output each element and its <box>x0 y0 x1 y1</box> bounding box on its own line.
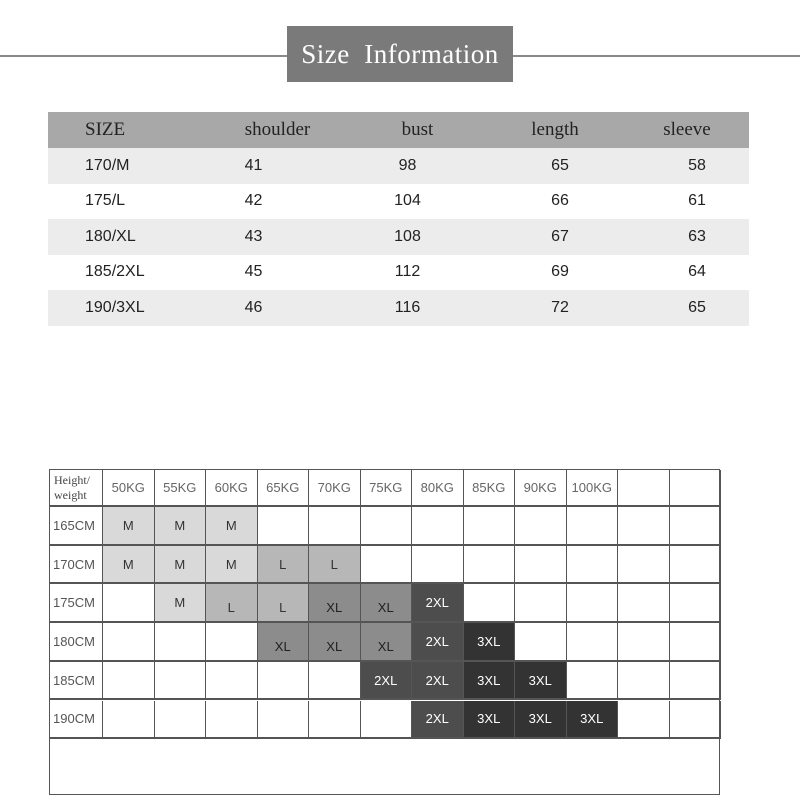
empty-cell <box>670 701 722 740</box>
empty-cell <box>515 507 567 546</box>
empty-cell <box>103 662 155 701</box>
size-cell-label: 3XL <box>477 633 501 649</box>
cell-bust: 98 <box>398 156 417 174</box>
size-cell-l <box>309 546 361 585</box>
size-cell-label: 2XL <box>374 672 398 688</box>
empty-cell <box>155 701 207 740</box>
empty-cell <box>515 546 567 585</box>
cell-size: 170/M <box>85 156 130 174</box>
size-cell-label: M <box>225 556 237 572</box>
size-cell-2xl <box>361 662 413 701</box>
header-shoulder: shoulder <box>244 119 311 140</box>
grid-corner-label <box>50 470 103 507</box>
weight-header-65kg: 65KG <box>258 470 310 507</box>
empty-cell <box>567 546 619 585</box>
page-title: Size Information <box>287 26 513 82</box>
table-row <box>48 184 749 220</box>
corner-label-line: weight <box>54 487 87 502</box>
header-size: SIZE <box>85 119 126 140</box>
empty-cell <box>258 662 310 701</box>
empty-cell <box>567 507 619 546</box>
height-label-185cm: 185CM <box>50 662 103 701</box>
size-cell-label: XL <box>326 638 343 654</box>
empty-cell <box>103 701 155 740</box>
empty-cell <box>464 507 516 546</box>
height-label-170cm: 170CM <box>50 546 103 585</box>
cell-length: 65 <box>551 156 569 174</box>
size-cell-xl <box>258 623 310 662</box>
size-cell-xl <box>309 584 361 623</box>
size-cell-3xl <box>464 701 516 740</box>
empty-cell <box>155 623 207 662</box>
size-cell-m <box>155 584 207 623</box>
size-cell-label: M <box>174 556 186 572</box>
empty-cell <box>464 546 516 585</box>
empty-cell <box>361 546 413 585</box>
empty-cell <box>206 623 258 662</box>
size-cell-l <box>258 584 310 623</box>
cell-bust: 112 <box>394 263 421 281</box>
size-cell-label: 2XL <box>425 711 449 727</box>
size-cell-m <box>155 507 207 546</box>
weight-header-60kg: 60KG <box>206 470 258 507</box>
cell-shoulder: 42 <box>244 192 263 210</box>
size-cell-label: M <box>225 517 237 533</box>
cell-sleeve: 65 <box>688 298 706 316</box>
size-table <box>48 112 749 326</box>
size-cell-label: XL <box>326 600 343 616</box>
size-cell-label: XL <box>274 638 291 654</box>
header-bust: bust <box>401 119 434 140</box>
cell-length: 67 <box>551 227 569 245</box>
empty-cell <box>670 662 722 701</box>
size-cell-label: M <box>174 595 186 611</box>
empty-cell <box>258 507 310 546</box>
size-cell-label: 2XL <box>425 672 449 688</box>
size-cell-m <box>206 546 258 585</box>
cell-sleeve: 64 <box>688 263 706 281</box>
size-cell-xl <box>361 584 413 623</box>
empty-cell <box>103 623 155 662</box>
size-cell-m <box>206 507 258 546</box>
weight-header-90kg: 90KG <box>515 470 567 507</box>
size-cell-label: 2XL <box>425 595 449 611</box>
cell-bust: 108 <box>394 227 421 245</box>
size-cell-label: M <box>122 556 134 572</box>
size-cell-label: L <box>279 556 287 572</box>
weight-header-75kg: 75KG <box>361 470 413 507</box>
size-cell-label: 3XL <box>528 711 552 727</box>
size-cell-l <box>258 546 310 585</box>
grid-row-170cm <box>50 546 721 585</box>
size-cell-label: 2XL <box>425 633 449 649</box>
weight-header-100kg: 100KG <box>567 470 619 507</box>
size-cell-3xl <box>567 701 619 740</box>
size-cell-label: M <box>174 517 186 533</box>
size-cell-m <box>103 546 155 585</box>
grid-row-185cm <box>50 662 721 701</box>
weight-header-70kg: 70KG <box>309 470 361 507</box>
empty-cell <box>206 701 258 740</box>
empty-cell <box>258 701 310 740</box>
size-cell-xl <box>361 623 413 662</box>
cell-size: 190/3XL <box>85 298 145 316</box>
empty-cell <box>515 623 567 662</box>
cell-shoulder: 43 <box>244 227 263 245</box>
size-cell-label: M <box>122 517 134 533</box>
size-cell-2xl <box>412 623 464 662</box>
empty-cell <box>670 623 722 662</box>
grid-header-row <box>50 470 721 507</box>
empty-cell <box>618 507 670 546</box>
empty-cell <box>412 546 464 585</box>
cell-bust: 116 <box>394 298 421 316</box>
cell-sleeve: 61 <box>688 192 706 210</box>
size-cell-label: L <box>330 556 338 572</box>
empty-cell <box>361 507 413 546</box>
table-row <box>48 219 749 255</box>
cell-size: 185/2XL <box>85 263 145 281</box>
empty-cell <box>464 584 516 623</box>
empty-cell <box>618 701 670 740</box>
size-cell-label: XL <box>377 600 394 616</box>
cell-sleeve: 63 <box>688 227 706 245</box>
weight-header-85kg: 85KG <box>464 470 516 507</box>
empty-cell <box>412 507 464 546</box>
size-cell-m <box>103 507 155 546</box>
table-row <box>48 148 749 184</box>
header-length: length <box>531 119 579 140</box>
size-cell-label: 3XL <box>580 711 604 727</box>
size-cell-3xl <box>515 701 567 740</box>
grid-row-165cm <box>50 507 721 546</box>
size-cell-label: L <box>227 600 235 616</box>
corner-label-line: Height/ <box>54 472 90 487</box>
empty-cell <box>515 584 567 623</box>
weight-header-55kg: 55KG <box>155 470 207 507</box>
cell-length: 72 <box>551 298 569 316</box>
empty-cell <box>567 623 619 662</box>
size-cell-2xl <box>412 662 464 701</box>
empty-cell <box>309 507 361 546</box>
grid-row-190cm <box>50 701 721 740</box>
size-cell-2xl <box>412 584 464 623</box>
cell-shoulder: 45 <box>244 263 263 281</box>
size-cell-3xl <box>464 662 516 701</box>
size-cell-l <box>206 584 258 623</box>
height-label-190cm: 190CM <box>50 701 103 740</box>
empty-cell <box>567 584 619 623</box>
title-rule-left <box>0 55 287 57</box>
cell-length: 69 <box>551 263 569 281</box>
size-cell-3xl <box>515 662 567 701</box>
height-label-175cm: 175CM <box>50 584 103 623</box>
empty-cell <box>206 662 258 701</box>
empty-cell <box>618 584 670 623</box>
header-sleeve: sleeve <box>663 119 711 140</box>
weight-header-80kg: 80KG <box>412 470 464 507</box>
weight-header-empty <box>618 470 670 507</box>
height-label-180cm: 180CM <box>50 623 103 662</box>
cell-size: 180/XL <box>85 227 136 245</box>
empty-cell <box>670 507 722 546</box>
empty-cell <box>670 546 722 585</box>
size-cell-xl <box>309 623 361 662</box>
empty-cell <box>567 662 619 701</box>
height-label-165cm: 165CM <box>50 507 103 546</box>
size-table-header <box>48 112 749 148</box>
size-cell-label: 3XL <box>477 672 501 688</box>
size-cell-m <box>155 546 207 585</box>
size-cell-3xl <box>464 623 516 662</box>
size-cell-label: 3XL <box>528 672 552 688</box>
empty-cell <box>309 701 361 740</box>
title-rule-right <box>513 55 800 57</box>
empty-cell <box>155 662 207 701</box>
empty-cell <box>361 701 413 740</box>
empty-cell <box>309 662 361 701</box>
cell-size: 175/L <box>85 192 126 210</box>
weight-header-empty <box>670 470 722 507</box>
size-cell-2xl <box>412 701 464 740</box>
size-cell-label: XL <box>377 638 394 654</box>
cell-length: 66 <box>551 192 569 210</box>
grid-row-180cm <box>50 623 721 662</box>
empty-cell <box>618 623 670 662</box>
table-row <box>48 290 749 326</box>
height-weight-grid <box>49 469 720 795</box>
empty-cell <box>103 584 155 623</box>
cell-shoulder: 46 <box>244 298 263 316</box>
grid-row-175cm <box>50 584 721 623</box>
size-cell-label: L <box>279 600 287 616</box>
cell-shoulder: 41 <box>244 156 263 174</box>
weight-header-50kg: 50KG <box>103 470 155 507</box>
empty-cell <box>618 662 670 701</box>
empty-cell <box>670 584 722 623</box>
cell-bust: 104 <box>394 192 421 210</box>
cell-sleeve: 58 <box>688 156 706 174</box>
empty-cell <box>618 546 670 585</box>
size-cell-label: 3XL <box>477 711 501 727</box>
table-row <box>48 255 749 291</box>
